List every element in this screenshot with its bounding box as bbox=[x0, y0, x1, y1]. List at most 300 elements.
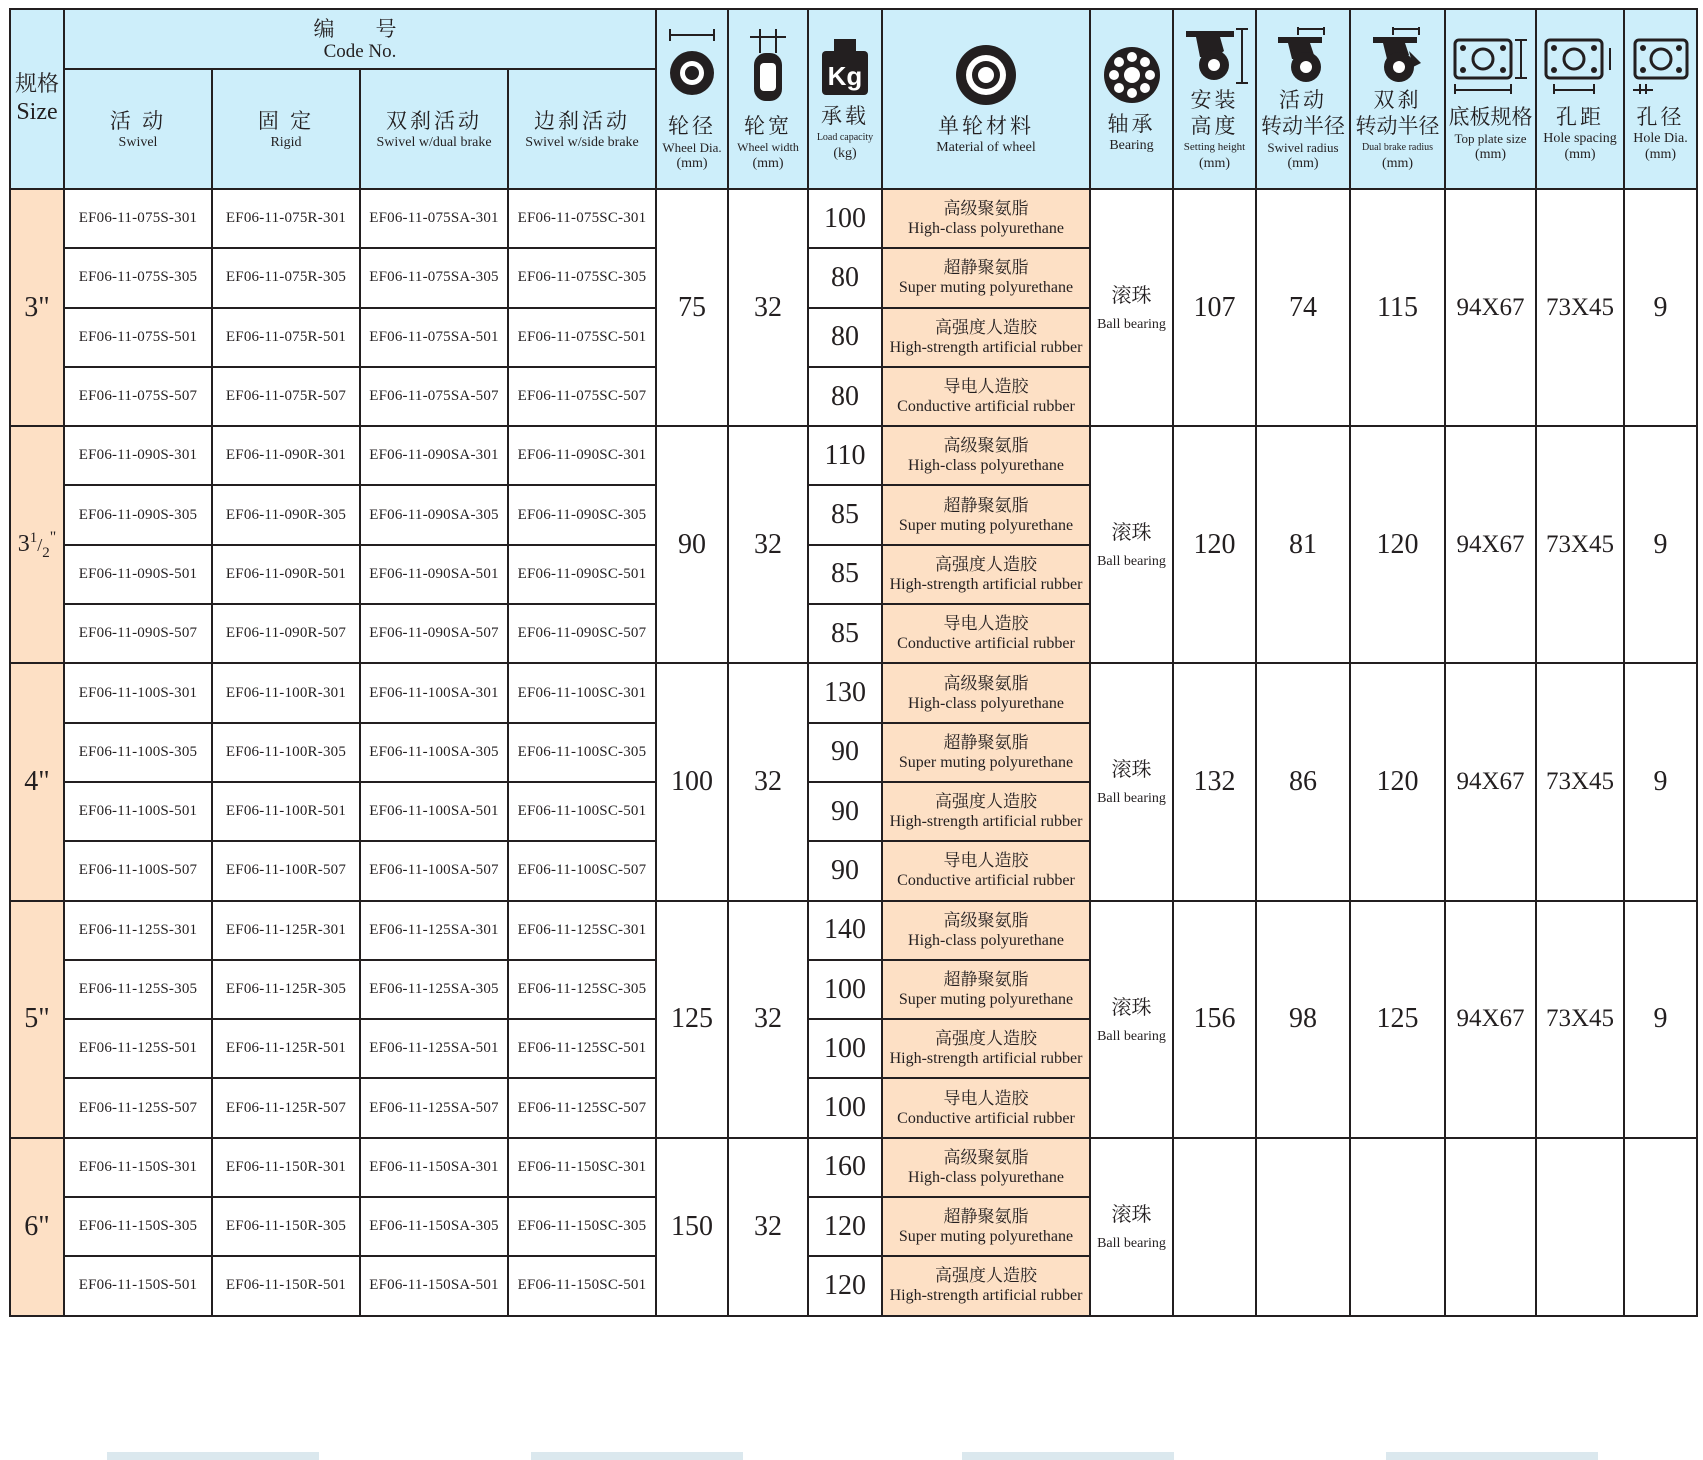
table-row bbox=[10, 663, 1697, 722]
caster-height-icon bbox=[1180, 27, 1250, 85]
hole-spacing-en: Hole spacing bbox=[1543, 130, 1617, 146]
code-cell: EF06-11-090R-305 bbox=[212, 485, 360, 544]
wheel-width-value: 32 bbox=[728, 426, 808, 663]
wheel-width-value: 32 bbox=[728, 901, 808, 1138]
dual-brake-radius-value: 120 bbox=[1350, 663, 1445, 900]
material-cell bbox=[882, 1197, 1090, 1256]
code-cell: EF06-11-090SA-507 bbox=[360, 604, 508, 663]
top-plate-value bbox=[1445, 1138, 1536, 1316]
code-dual-brake-zh: 双刹活动 bbox=[386, 108, 482, 133]
code-cell: EF06-11-075SA-305 bbox=[360, 248, 508, 307]
material-cell bbox=[882, 545, 1090, 604]
top-plate-value: 94X67 bbox=[1445, 189, 1536, 426]
dual-brake-radius-header bbox=[1350, 9, 1445, 189]
bearing-zh: 滚珠 bbox=[1111, 522, 1152, 545]
material-en: High-strength artificial rubber bbox=[889, 575, 1083, 593]
setting-height-header bbox=[1173, 9, 1256, 189]
load-en: Load capacity bbox=[816, 131, 874, 143]
swivel-radius-value: 98 bbox=[1256, 901, 1350, 1138]
code-cell: EF06-11-125R-305 bbox=[212, 960, 360, 1019]
swivel-radius-value: 81 bbox=[1256, 426, 1350, 663]
code-side-brake-en: Swivel w/side brake bbox=[525, 134, 639, 150]
material-en: Super muting polyurethane bbox=[898, 753, 1074, 771]
material-zh: 高级聚氨脂 bbox=[943, 436, 1029, 456]
size-cell: 6" bbox=[10, 1138, 64, 1316]
table-row bbox=[10, 901, 1697, 960]
code-header-en: Code No. bbox=[323, 41, 397, 62]
material-en: Super muting polyurethane bbox=[898, 1228, 1074, 1246]
load-value: 100 bbox=[808, 189, 882, 248]
hole-dia-value: 9 bbox=[1624, 663, 1697, 900]
material-zh: 超静聚氨脂 bbox=[943, 1207, 1029, 1227]
code-cell: EF06-11-150R-301 bbox=[212, 1138, 360, 1197]
code-cell: EF06-11-125S-507 bbox=[64, 1078, 212, 1137]
wheel-width-header bbox=[728, 9, 808, 189]
bearing-cell bbox=[1090, 189, 1173, 426]
material-cell bbox=[882, 308, 1090, 367]
material-en: High-class polyurethane bbox=[908, 457, 1064, 475]
code-cell: EF06-11-100S-501 bbox=[64, 782, 212, 841]
wheel-dia-en: Wheel Dia. bbox=[662, 139, 722, 155]
inch-mark: " bbox=[49, 529, 57, 547]
code-cell: EF06-11-150SC-301 bbox=[508, 1138, 656, 1197]
code-cell: EF06-11-125SC-501 bbox=[508, 1019, 656, 1078]
size-fraction bbox=[18, 529, 57, 562]
code-cell: EF06-11-075R-301 bbox=[212, 189, 360, 248]
hole-spacing-value: 73X45 bbox=[1536, 426, 1624, 663]
material-cell bbox=[882, 604, 1090, 663]
code-cell: EF06-11-150SC-501 bbox=[508, 1256, 656, 1315]
dual-brake-radius-unit: (mm) bbox=[1381, 155, 1414, 171]
load-value: 90 bbox=[808, 841, 882, 900]
swivel-radius-value: 86 bbox=[1256, 663, 1350, 900]
code-cell: EF06-11-150S-501 bbox=[64, 1256, 212, 1315]
bearing-header bbox=[1090, 9, 1173, 189]
code-cell: EF06-11-075R-501 bbox=[212, 308, 360, 367]
material-zh: 高强度人造胶 bbox=[935, 554, 1037, 574]
dual-brake-radius-value: 115 bbox=[1350, 189, 1445, 426]
material-cell bbox=[882, 1019, 1090, 1078]
code-swivel-en: Swivel bbox=[118, 134, 158, 150]
material-en: Super muting polyurethane bbox=[898, 991, 1074, 1008]
top-plate-header bbox=[1445, 9, 1536, 189]
setting-height-value: 132 bbox=[1173, 663, 1256, 900]
code-cell: EF06-11-100SC-305 bbox=[508, 723, 656, 782]
table-row bbox=[10, 189, 1697, 248]
code-cell: EF06-11-075S-501 bbox=[64, 308, 212, 367]
dual-brake-radius-icon bbox=[1363, 27, 1433, 85]
material-zh: 高强度人造胶 bbox=[935, 792, 1037, 812]
code-cell: EF06-11-125SA-507 bbox=[360, 1078, 508, 1137]
load-value: 85 bbox=[808, 485, 882, 544]
code-rigid-en: Rigid bbox=[270, 134, 302, 150]
code-cell: EF06-11-090SA-305 bbox=[360, 485, 508, 544]
setting-height-value: 107 bbox=[1173, 189, 1256, 426]
load-header bbox=[808, 9, 882, 189]
load-value: 140 bbox=[808, 901, 882, 960]
swivel-radius-en: Swivel radius bbox=[1267, 139, 1339, 155]
wheel-dia-zh: 轮径 bbox=[668, 113, 716, 138]
code-cell: EF06-11-100S-507 bbox=[64, 841, 212, 900]
code-cell: EF06-11-150SA-301 bbox=[360, 1138, 508, 1197]
code-cell: EF06-11-125SC-301 bbox=[508, 901, 656, 960]
code-cell: EF06-11-100SA-305 bbox=[360, 723, 508, 782]
size-cell bbox=[10, 426, 64, 663]
code-cell: EF06-11-090SC-301 bbox=[508, 426, 656, 485]
material-cell bbox=[882, 248, 1090, 307]
material-zh: 高强度人造胶 bbox=[935, 1029, 1037, 1049]
code-cell: EF06-11-100R-507 bbox=[212, 841, 360, 900]
code-cell: EF06-11-125R-501 bbox=[212, 1019, 360, 1078]
bearing-en: Ball bearing bbox=[1097, 317, 1166, 333]
material-en: High-class polyurethane bbox=[908, 694, 1064, 712]
code-cell: EF06-11-150SA-305 bbox=[360, 1197, 508, 1256]
material-zh: 高级聚氨脂 bbox=[943, 910, 1029, 930]
table-row bbox=[10, 426, 1697, 485]
material-en: High-strength artificial rubber bbox=[889, 1287, 1083, 1305]
bottom-decor-bar bbox=[107, 1452, 319, 1460]
weight-icon bbox=[820, 37, 870, 97]
code-dual-brake-en: Swivel w/dual brake bbox=[376, 134, 492, 150]
swivel-radius-icon bbox=[1268, 27, 1338, 85]
table-row bbox=[10, 1138, 1697, 1197]
ball-bearing-icon bbox=[1102, 45, 1162, 105]
wheel-dia-unit: (mm) bbox=[676, 155, 708, 171]
spec-table bbox=[9, 8, 1698, 1317]
code-header bbox=[64, 9, 656, 69]
code-cell: EF06-11-075S-507 bbox=[64, 367, 212, 426]
wheel-dia-value: 125 bbox=[656, 901, 728, 1138]
code-cell: EF06-11-150R-305 bbox=[212, 1197, 360, 1256]
setting-height-unit: (mm) bbox=[1198, 155, 1231, 171]
material-en: Conductive artificial rubber bbox=[897, 398, 1075, 416]
code-cell: EF06-11-100SA-501 bbox=[360, 782, 508, 841]
material-cell bbox=[882, 189, 1090, 248]
material-en: High-class polyurethane bbox=[908, 220, 1064, 238]
hole-dia-header bbox=[1624, 9, 1697, 189]
material-en: Conductive artificial rubber bbox=[897, 635, 1075, 653]
load-zh: 承载 bbox=[821, 103, 869, 128]
material-en: Material of wheel bbox=[936, 139, 1036, 155]
material-cell bbox=[882, 960, 1090, 1019]
bearing-zh: 滚珠 bbox=[1111, 759, 1152, 782]
load-value: 90 bbox=[808, 723, 882, 782]
size-cell: 3" bbox=[10, 189, 64, 426]
material-cell bbox=[882, 367, 1090, 426]
code-side-brake-zh: 边刹活动 bbox=[534, 108, 630, 133]
material-zh: 超静聚氨脂 bbox=[943, 495, 1029, 515]
material-zh: 高级聚氨脂 bbox=[943, 1147, 1029, 1167]
setting-height-zh1: 安装 bbox=[1190, 87, 1239, 112]
material-cell bbox=[882, 782, 1090, 841]
dual-brake-radius-value bbox=[1350, 1138, 1445, 1316]
load-unit: (kg) bbox=[833, 145, 857, 161]
code-cell: EF06-11-075R-305 bbox=[212, 248, 360, 307]
bearing-en: Ball bearing bbox=[1097, 554, 1166, 570]
code-cell: EF06-11-125S-501 bbox=[64, 1019, 212, 1078]
bearing-zh: 滚珠 bbox=[1111, 996, 1152, 1019]
code-cell: EF06-11-090S-507 bbox=[64, 604, 212, 663]
code-cell: EF06-11-150S-301 bbox=[64, 1138, 212, 1197]
swivel-radius-value bbox=[1256, 1138, 1350, 1316]
swivel-radius-zh2: 转动半径 bbox=[1261, 113, 1345, 138]
code-cell: EF06-11-100R-501 bbox=[212, 782, 360, 841]
material-zh: 高强度人造胶 bbox=[935, 1266, 1037, 1286]
hole-dia-value: 9 bbox=[1624, 901, 1697, 1138]
hole-dia-en: Hole Dia. bbox=[1633, 130, 1688, 146]
top-plate-zh: 底板规格 bbox=[1448, 104, 1533, 129]
material-cell bbox=[882, 1138, 1090, 1197]
wheel-dia-value: 100 bbox=[656, 663, 728, 900]
code-cell: EF06-11-150SA-501 bbox=[360, 1256, 508, 1315]
material-zh: 导电人造胶 bbox=[943, 1088, 1029, 1108]
hole-dia-value: 9 bbox=[1624, 189, 1697, 426]
code-cell: EF06-11-125S-301 bbox=[64, 901, 212, 960]
code-cell: EF06-11-100SA-301 bbox=[360, 663, 508, 722]
material-en: Super muting polyurethane bbox=[898, 279, 1074, 297]
wheel-width-value: 32 bbox=[728, 1138, 808, 1316]
bottom-decor-bar bbox=[962, 1452, 1174, 1460]
code-cell: EF06-11-090R-507 bbox=[212, 604, 360, 663]
dual-brake-radius-en: Dual brake radius bbox=[1361, 141, 1434, 153]
load-value: 85 bbox=[808, 545, 882, 604]
hole-spacing-value: 73X45 bbox=[1536, 901, 1624, 1138]
wheel-dia-header bbox=[656, 9, 728, 189]
code-cell: EF06-11-090S-501 bbox=[64, 545, 212, 604]
load-value: 90 bbox=[808, 782, 882, 841]
code-cell: EF06-11-075SC-507 bbox=[508, 367, 656, 426]
hole-dia-value: 9 bbox=[1624, 426, 1697, 663]
load-value: 120 bbox=[808, 1197, 882, 1256]
hole-dia-unit: (mm) bbox=[1644, 146, 1677, 162]
spec-table-body bbox=[10, 189, 1697, 1316]
dual-brake-radius-value: 120 bbox=[1350, 426, 1445, 663]
code-side-brake-header bbox=[508, 69, 656, 189]
code-cell: EF06-11-125S-305 bbox=[64, 960, 212, 1019]
bearing-zh: 轴承 bbox=[1107, 111, 1156, 136]
bearing-en: Ball bearing bbox=[1097, 791, 1166, 807]
wheel-diameter-icon bbox=[666, 27, 718, 107]
hole-diameter-icon bbox=[1629, 36, 1693, 96]
bearing-cell bbox=[1090, 426, 1173, 663]
size-denominator: 2 bbox=[42, 545, 50, 562]
bottom-decor-bar bbox=[1386, 1452, 1598, 1460]
bearing-cell bbox=[1090, 663, 1173, 900]
code-cell: EF06-11-150SC-305 bbox=[508, 1197, 656, 1256]
size-cell: 5" bbox=[10, 901, 64, 1138]
code-cell: EF06-11-075SC-301 bbox=[508, 189, 656, 248]
code-cell: EF06-11-075SC-501 bbox=[508, 308, 656, 367]
wheel-width-zh: 轮宽 bbox=[744, 113, 792, 138]
code-cell: EF06-11-075R-507 bbox=[212, 367, 360, 426]
load-value: 85 bbox=[808, 604, 882, 663]
dual-brake-radius-zh2: 转动半径 bbox=[1355, 113, 1440, 138]
top-plate-unit: (mm) bbox=[1474, 146, 1507, 162]
swivel-radius-value: 74 bbox=[1256, 189, 1350, 426]
material-cell bbox=[882, 1078, 1090, 1137]
size-header-zh: 规格 bbox=[14, 71, 59, 96]
material-zh: 高级聚氨脂 bbox=[943, 199, 1029, 219]
material-zh: 超静聚氨脂 bbox=[943, 970, 1029, 989]
load-value: 130 bbox=[808, 663, 882, 722]
wheel-dia-value: 90 bbox=[656, 426, 728, 663]
swivel-radius-unit: (mm) bbox=[1287, 155, 1319, 171]
material-zh: 导电人造胶 bbox=[943, 614, 1029, 634]
wheel-width-value: 32 bbox=[728, 663, 808, 900]
code-header-zh: 编 号 bbox=[313, 17, 407, 41]
code-cell: EF06-11-100SC-301 bbox=[508, 663, 656, 722]
hole-dia-value bbox=[1624, 1138, 1697, 1316]
load-value: 120 bbox=[808, 1256, 882, 1315]
material-en: Conductive artificial rubber bbox=[897, 872, 1075, 890]
setting-height-en: Setting height bbox=[1183, 140, 1246, 153]
hole-spacing-value: 73X45 bbox=[1536, 189, 1624, 426]
swivel-radius-zh1: 活动 bbox=[1279, 87, 1327, 112]
material-en: High-class polyurethane bbox=[908, 931, 1064, 949]
code-cell: EF06-11-150S-305 bbox=[64, 1197, 212, 1256]
material-cell bbox=[882, 663, 1090, 722]
load-value: 110 bbox=[808, 426, 882, 485]
setting-height-zh2: 高度 bbox=[1190, 113, 1239, 138]
top-plate-value: 94X67 bbox=[1445, 901, 1536, 1138]
hole-dia-zh: 孔径 bbox=[1636, 104, 1685, 129]
code-swivel-zh: 活 动 bbox=[109, 108, 167, 133]
bearing-zh: 滚珠 bbox=[1111, 1204, 1152, 1227]
setting-height-value: 156 bbox=[1173, 901, 1256, 1138]
size-whole: 3 bbox=[17, 531, 30, 558]
code-cell: EF06-11-075SA-301 bbox=[360, 189, 508, 248]
load-value: 100 bbox=[808, 960, 882, 1019]
setting-height-value: 120 bbox=[1173, 426, 1256, 663]
code-cell: EF06-11-090SC-305 bbox=[508, 485, 656, 544]
code-cell: EF06-11-100SC-507 bbox=[508, 841, 656, 900]
code-cell: EF06-11-100SA-507 bbox=[360, 841, 508, 900]
code-cell: EF06-11-090R-301 bbox=[212, 426, 360, 485]
hole-spacing-header bbox=[1536, 9, 1624, 189]
bearing-cell bbox=[1090, 1138, 1173, 1316]
code-cell: EF06-11-125SC-507 bbox=[508, 1078, 656, 1137]
load-value: 80 bbox=[808, 248, 882, 307]
code-cell: EF06-11-100S-301 bbox=[64, 663, 212, 722]
code-swivel-header bbox=[64, 69, 212, 189]
material-zh: 超静聚氨脂 bbox=[943, 258, 1029, 278]
material-cell bbox=[882, 723, 1090, 782]
material-en: Conductive artificial rubber bbox=[897, 1109, 1075, 1127]
code-cell: EF06-11-090SC-507 bbox=[508, 604, 656, 663]
code-cell: EF06-11-075S-301 bbox=[64, 189, 212, 248]
wheel-dia-value: 75 bbox=[656, 189, 728, 426]
code-cell: EF06-11-125SC-305 bbox=[508, 960, 656, 1019]
fraction-slash: / bbox=[37, 535, 43, 556]
code-cell: EF06-11-150R-501 bbox=[212, 1256, 360, 1315]
code-cell: EF06-11-100S-305 bbox=[64, 723, 212, 782]
load-value: 100 bbox=[808, 1019, 882, 1078]
weight-icon-label: Kg bbox=[827, 60, 863, 91]
load-value: 80 bbox=[808, 308, 882, 367]
top-plate-value: 94X67 bbox=[1445, 426, 1536, 663]
hole-spacing-value: 73X45 bbox=[1536, 663, 1624, 900]
material-zh: 超静聚氨脂 bbox=[943, 732, 1029, 752]
code-rigid-header bbox=[212, 69, 360, 189]
code-cell: EF06-11-090S-301 bbox=[64, 426, 212, 485]
material-header bbox=[882, 9, 1090, 189]
bearing-en: Ball bearing bbox=[1097, 1028, 1166, 1044]
size-cell: 4" bbox=[10, 663, 64, 900]
material-en: High-strength artificial rubber bbox=[889, 338, 1083, 356]
material-en: Super muting polyurethane bbox=[898, 516, 1074, 534]
load-value: 160 bbox=[808, 1138, 882, 1197]
code-cell: EF06-11-125R-507 bbox=[212, 1078, 360, 1137]
material-zh: 导电人造胶 bbox=[943, 851, 1029, 871]
size-header-en: Size bbox=[16, 99, 58, 125]
dual-brake-radius-value: 125 bbox=[1350, 901, 1445, 1138]
code-cell: EF06-11-090SA-501 bbox=[360, 545, 508, 604]
bearing-en: Ball bearing bbox=[1097, 1236, 1166, 1252]
hole-spacing-zh: 孔距 bbox=[1556, 104, 1604, 129]
material-en: High-class polyurethane bbox=[908, 1168, 1064, 1186]
top-plate-value: 94X67 bbox=[1445, 663, 1536, 900]
wheel-dia-value: 150 bbox=[656, 1138, 728, 1316]
size-numerator: 1 bbox=[29, 530, 38, 547]
top-plate-en: Top plate size bbox=[1454, 130, 1527, 146]
load-value: 100 bbox=[808, 1078, 882, 1137]
size-header bbox=[10, 9, 64, 189]
code-cell: EF06-11-100R-305 bbox=[212, 723, 360, 782]
code-cell: EF06-11-090R-501 bbox=[212, 545, 360, 604]
hole-spacing-icon bbox=[1540, 36, 1620, 96]
code-cell: EF06-11-075SA-507 bbox=[360, 367, 508, 426]
load-value: 80 bbox=[808, 367, 882, 426]
code-cell: EF06-11-125SA-301 bbox=[360, 901, 508, 960]
material-zh: 导电人造胶 bbox=[943, 377, 1029, 397]
wheel-width-icon bbox=[742, 27, 794, 107]
code-cell: EF06-11-090SA-301 bbox=[360, 426, 508, 485]
material-cell bbox=[882, 426, 1090, 485]
material-cell bbox=[882, 1256, 1090, 1315]
code-cell: EF06-11-125SA-501 bbox=[360, 1019, 508, 1078]
code-rigid-zh: 固 定 bbox=[257, 108, 315, 133]
wheel-width-unit: (mm) bbox=[752, 155, 784, 171]
top-plate-size-icon bbox=[1449, 36, 1533, 96]
material-zh: 高级聚氨脂 bbox=[943, 673, 1029, 693]
code-cell: EF06-11-075SC-305 bbox=[508, 248, 656, 307]
code-dual-brake-header bbox=[360, 69, 508, 189]
material-zh: 单轮材料 bbox=[938, 113, 1034, 138]
dual-brake-radius-zh1: 双刹 bbox=[1373, 87, 1422, 112]
code-cell: EF06-11-075S-305 bbox=[64, 248, 212, 307]
code-cell: EF06-11-125SA-305 bbox=[360, 960, 508, 1019]
code-cell: EF06-11-090S-305 bbox=[64, 485, 212, 544]
bearing-cell bbox=[1090, 901, 1173, 1138]
material-en: High-strength artificial rubber bbox=[889, 813, 1083, 831]
bottom-decor-bar bbox=[531, 1452, 743, 1460]
wheel-width-value: 32 bbox=[728, 189, 808, 426]
setting-height-value bbox=[1173, 1138, 1256, 1316]
wheel-material-icon bbox=[954, 43, 1018, 107]
material-zh: 高强度人造胶 bbox=[935, 317, 1037, 337]
wheel-width-en: Wheel width bbox=[737, 139, 799, 154]
hole-spacing-value bbox=[1536, 1138, 1624, 1316]
hole-spacing-unit: (mm) bbox=[1564, 146, 1596, 162]
material-cell bbox=[882, 485, 1090, 544]
code-cell: EF06-11-125R-301 bbox=[212, 901, 360, 960]
code-cell: EF06-11-075SA-501 bbox=[360, 308, 508, 367]
material-cell bbox=[882, 901, 1090, 960]
code-cell: EF06-11-100R-301 bbox=[212, 663, 360, 722]
code-cell: EF06-11-090SC-501 bbox=[508, 545, 656, 604]
material-cell bbox=[882, 841, 1090, 900]
material-en: High-strength artificial rubber bbox=[889, 1050, 1083, 1068]
